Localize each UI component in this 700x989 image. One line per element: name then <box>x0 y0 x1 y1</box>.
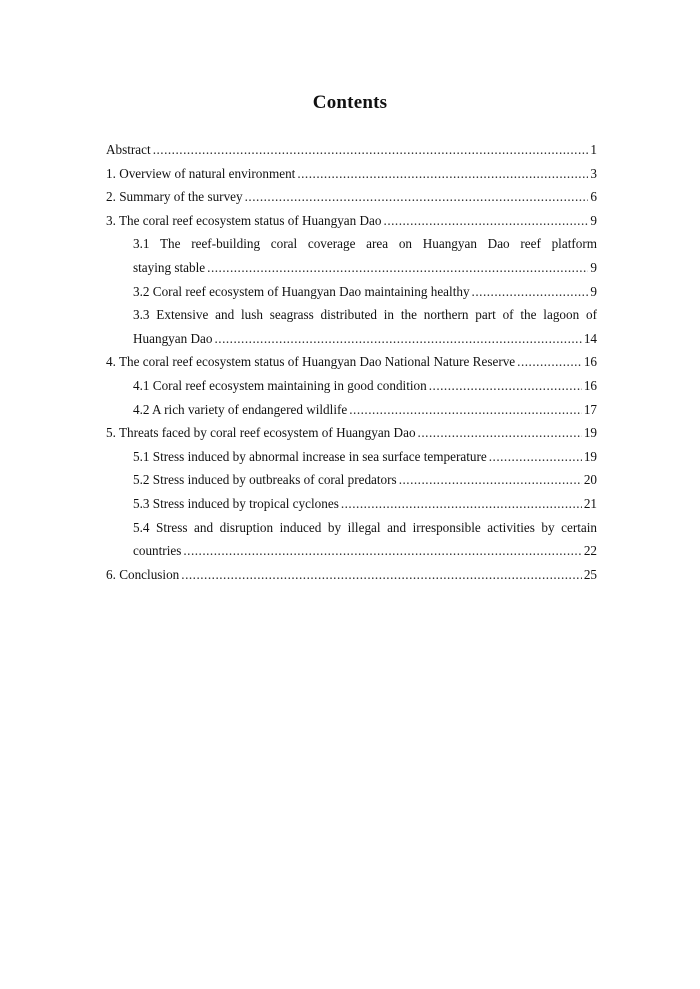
toc-page-number: 25 <box>583 566 597 582</box>
toc-page-number: 9 <box>590 212 597 228</box>
toc-entry-3-1-first-line[interactable] <box>106 232 597 256</box>
toc-entry-label: 6. Conclusion <box>106 566 180 582</box>
toc-page-number: 3 <box>590 165 597 181</box>
toc-entry-label: 4.1 Coral reef ecosystem maintaining in good condition <box>133 377 427 393</box>
toc-entry-3-3-first-line[interactable] <box>106 303 597 327</box>
toc-entry-5-4-first-line[interactable] <box>106 516 597 540</box>
toc-entry-label: 3.1 The reef-building coral coverage area on Huangyan Dao reef platform <box>133 236 597 252</box>
toc-entry-label: countries <box>133 543 182 559</box>
table-of-contents <box>106 138 597 586</box>
toc-entry-section-4[interactable] <box>106 350 597 374</box>
toc-entry-section-3-3[interactable] <box>106 327 597 351</box>
dot-leader <box>384 209 589 233</box>
dot-leader <box>341 492 582 516</box>
dot-leader <box>399 468 582 492</box>
toc-page-number: 21 <box>583 495 597 511</box>
toc-entry-label: 5.2 Stress induced by outbreaks of coral predators <box>133 472 397 488</box>
toc-page-number: 16 <box>583 377 597 393</box>
toc-page-number: 17 <box>583 401 597 417</box>
toc-entry-label: 3.3 Extensive and lush seagrass distributed in the northern part of the lagoon of <box>133 307 597 323</box>
toc-entry-section-3-1[interactable] <box>106 256 597 280</box>
toc-page-number: 16 <box>583 354 597 370</box>
toc-entry-section-5-1[interactable] <box>106 445 597 469</box>
toc-entry-label: 5.3 Stress induced by tropical cyclones <box>133 495 339 511</box>
dot-leader <box>181 563 582 587</box>
toc-entry-section-5-3[interactable] <box>106 492 597 516</box>
toc-entry-section-3-2[interactable] <box>106 280 597 304</box>
toc-entry-label: 3. The coral reef ecosystem status of Huangyan Dao <box>106 212 382 228</box>
toc-entry-section-5-2[interactable] <box>106 468 597 492</box>
dot-leader <box>245 185 589 209</box>
dot-leader <box>472 280 589 304</box>
toc-entry-section-5[interactable] <box>106 421 597 445</box>
dot-leader <box>214 327 581 351</box>
toc-entry-section-6[interactable] <box>106 563 597 587</box>
toc-entry-section-1[interactable] <box>106 162 597 186</box>
toc-entry-label: Abstract <box>106 142 151 157</box>
dot-leader <box>153 138 589 162</box>
toc-page-number: 9 <box>590 283 597 299</box>
toc-entry-label: 3.2 Coral reef ecosystem of Huangyan Dao maintaining healthy <box>133 283 470 299</box>
toc-page-number: 22 <box>583 543 597 559</box>
toc-page-number: 9 <box>590 259 597 275</box>
toc-page-number: 19 <box>583 425 597 441</box>
toc-page-number: 6 <box>590 189 597 205</box>
toc-entry-section-3[interactable] <box>106 209 597 233</box>
toc-entry-section-4-2[interactable] <box>106 398 597 422</box>
toc-entry-label: Huangyan Dao <box>133 330 213 346</box>
dot-leader <box>207 256 588 280</box>
toc-entry-label: staying stable <box>133 259 206 275</box>
toc-entry-section-5-4[interactable] <box>106 539 597 563</box>
dot-leader <box>429 374 582 398</box>
dot-leader <box>517 350 582 374</box>
toc-entry-label: 4. The coral reef ecosystem status of Huangyan Dao National Nature Reserve <box>106 354 516 370</box>
dot-leader <box>349 398 582 422</box>
toc-entry-abstract[interactable] <box>106 138 597 162</box>
page-title: Contents <box>312 92 388 113</box>
toc-entry-label: 5.4 Stress and disruption induced by illegal and irresponsible activities by certain <box>133 519 597 535</box>
toc-entry-section-4-1[interactable] <box>106 374 597 398</box>
toc-page-number: 19 <box>583 448 597 464</box>
toc-page-number: 20 <box>583 472 597 488</box>
toc-entry-label: 4.2 A rich variety of endangered wildlife <box>133 401 348 417</box>
toc-entry-label: 5. Threats faced by coral reef ecosystem of Huangyan Dao <box>106 425 416 441</box>
toc-entry-label: 5.1 Stress induced by abnormal increase in sea surface temperature <box>133 448 487 464</box>
toc-page-number: 14 <box>583 330 597 346</box>
dot-leader <box>183 539 581 563</box>
toc-entry-label: 1. Overview of natural environment <box>106 165 296 181</box>
toc-entry-section-2[interactable] <box>106 185 597 209</box>
dot-leader <box>489 445 582 469</box>
dot-leader <box>418 421 582 445</box>
toc-entry-label: 2. Summary of the survey <box>106 189 243 205</box>
dot-leader <box>297 162 588 186</box>
toc-page-number: 1 <box>590 142 597 157</box>
